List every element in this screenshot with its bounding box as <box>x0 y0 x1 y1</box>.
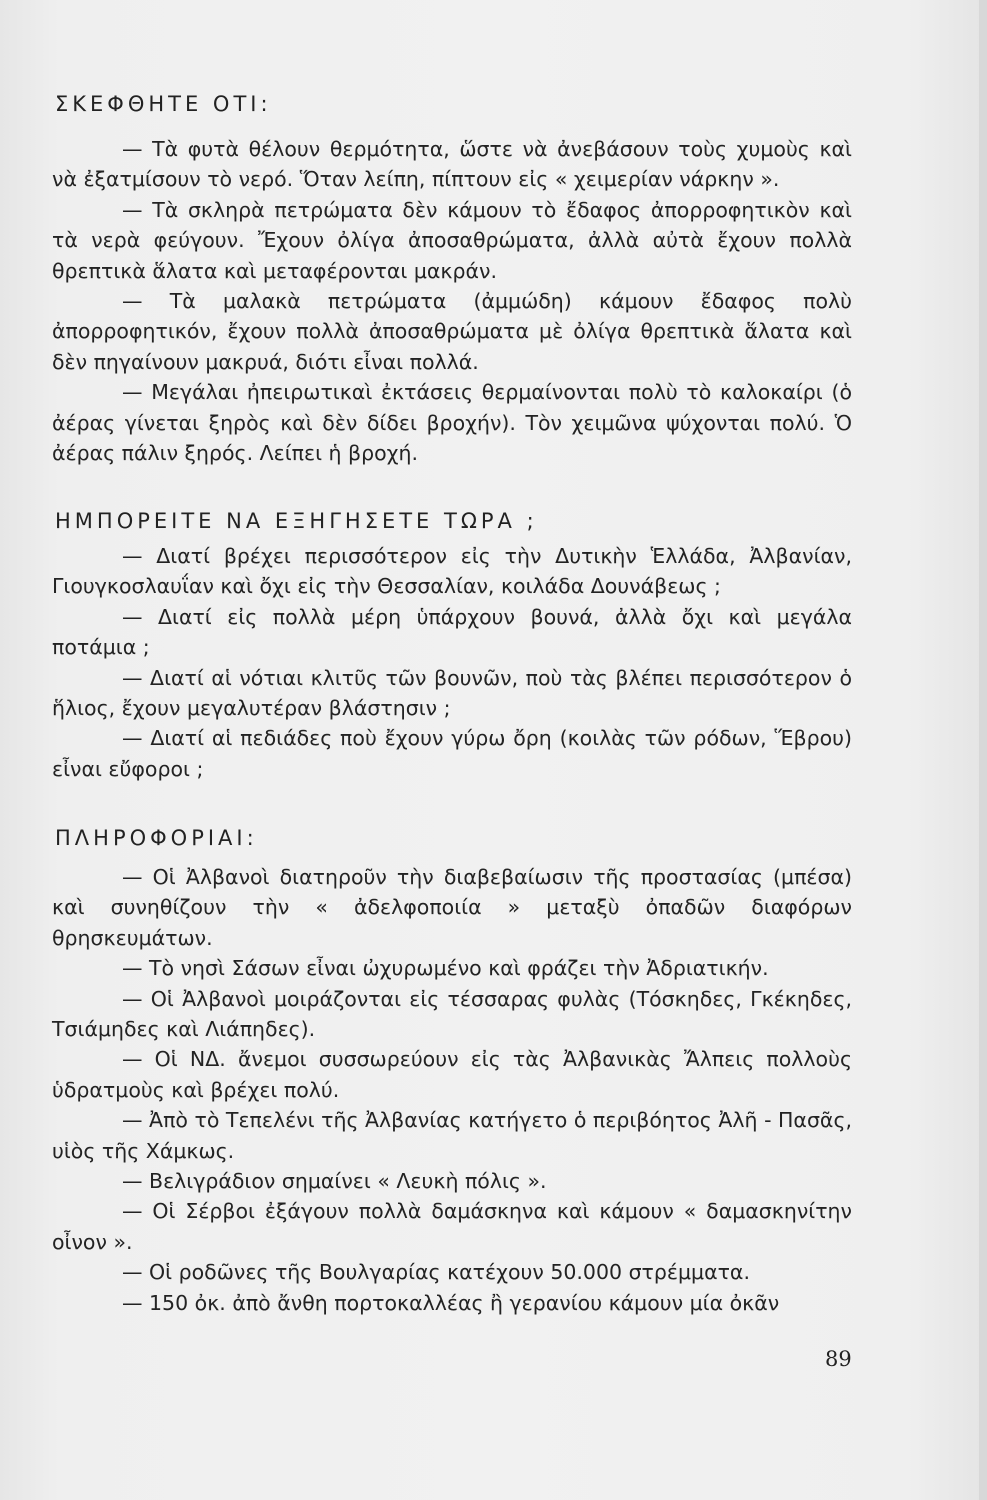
paragraph: — Τὰ σκληρὰ πετρώματα δὲν κάμουν τὸ ἔδαφος ἀπορροφητικὸν καὶ τὰ νερὰ φεύγουν. Ἔχουν ὀλίγα ἀποσαθρώματα, ἀλλὰ αὐτὰ ἔχουν πολλὰ θρεπτικὰ ἅλατα καὶ μεταφέρονται μακράν. <box>52 197 852 283</box>
paragraph: — Διατί αἱ πεδιάδες ποὺ ἔχουν γύρω ὄρη (κοιλὰς τῶν ρόδων, Ἕβρου) εἶναι εὔφοροι ; <box>52 726 852 781</box>
paragraph: — Μεγάλαι ἠπειρωτικαὶ ἐκτάσεις θερμαίνονται πολὺ τὸ καλοκαίρι (ὁ ἀέρας γίνεται ξηρὸς καὶ δὲν δίδει βροχήν). Τὸν χειμῶνα ψύχονται πολύ. Ὁ ἀέρας πάλιν ξηρός. Λείπει ἡ βροχή. <box>52 380 852 466</box>
paragraph: — Διατί βρέχει περισσότερον εἰς τὴν Δυτικὴν Ἑλλάδα, Ἀλβανίαν, Γιουγκοσλαυΐαν καὶ ὄχι εἰς τὴν Θεσσαλίαν, κοιλάδα Δουνάβεως ; <box>52 544 852 599</box>
section-think-that-body <box>52 134 852 468</box>
paragraph: — Ἀπὸ τὸ Τεπελένι τῆς Ἀλβανίας κατήγετο ὁ περιβόητος Ἀλῆ - Πασᾶς, υἱὸς τῆς Χάμκως. <box>52 1108 852 1163</box>
paragraph: — Οἱ ροδῶνες τῆς Βουλγαρίας κατέχουν 50.000 στρέμματα. <box>122 1260 750 1285</box>
paragraph: — Τὰ φυτὰ θέλουν θερμότητα, ὥστε νὰ ἀνεβάσουν τοὺς χυμοὺς καὶ νὰ ἐξατμίσουν τὸ νερό. Ὅταν λείπη, πίπτουν εἰς « χειμερίαν νάρκην ». <box>52 137 852 192</box>
heading-can-you-explain: ΗΜΠΟΡΕΙΤΕ ΝΑ ΕΞΗΓΗΣΕΤΕ ΤΩΡΑ ; <box>55 509 538 533</box>
paragraph: — Οἱ Ἀλβανοὶ διατηροῦν τὴν διαβεβαίωσιν τῆς προστασίας (μπέσα) καὶ συνηθίζουν τὴν « ἀδελφοποιία » μεταξὺ ὀπαδῶν διαφόρων θρησκευμάτων. <box>52 865 852 950</box>
paragraph: — Τὸ νησὶ Σάσων εἶναι ὠχυρωμένο καὶ φράζει τὴν Ἀδριατικήν. <box>122 956 769 981</box>
section-can-you-explain-body <box>52 541 852 784</box>
paragraph: — Διατί αἱ νότιαι κλιτῦς τῶν βουνῶν, ποὺ τὰς βλέπει περισσότερον ὁ ἥλιος, ἔχουν μεγαλυτέραν βλάστησιν ; <box>52 665 852 721</box>
paragraph: — 150 ὀκ. ἀπὸ ἄνθη πορτοκαλλέας ἢ γερανίου κάμουν μία ὀκᾶν <box>122 1290 780 1315</box>
paragraph: — Οἱ Ἀλβανοὶ μοιράζονται εἰς τέσσαρας φυλὰς (Τόσκηδες, Γκέκηδες, Τσιάμηδες καὶ Λιάπηδες). <box>52 986 852 1042</box>
paragraph: — Διατί εἰς πολλὰ μέρη ὑπάρχουν βουνά, ἀλλὰ ὄχι καὶ μεγάλα ποτάμια ; <box>52 604 852 660</box>
heading-think-that: ΣΚΕΦΘΗΤΕ ΟΤΙ: <box>55 92 272 116</box>
page-edge-shadow <box>979 0 987 1500</box>
section-information-body <box>52 862 852 1318</box>
paragraph: — Οἱ Σέρβοι ἐξάγουν πολλὰ δαμάσκηνα καὶ κάμουν « δαμασκηνίτην οἶνον ». <box>52 1199 852 1254</box>
paragraph: — Βελιγράδιον σημαίνει « Λευκὴ πόλις ». <box>122 1169 547 1194</box>
paragraph: — Τὰ μαλακὰ πετρώματα (ἀμμώδη) κάμουν ἔδαφος πολὺ ἀπορροφητικόν, ἔχουν πολλὰ ἀποσαθρώματα μὲ ὀλίγα θρεπτικὰ ἅλατα καὶ δὲν πηγαίνουν μακρυά, διότι εἶναι πολλά. <box>52 289 852 374</box>
page-number: 89 <box>825 1347 852 1371</box>
heading-information: ΠΛΗΡΟΦΟΡΙΑΙ: <box>55 826 258 850</box>
paragraph: — Οἱ ΝΔ. ἄνεμοι συσσωρεύουν εἰς τὰς Ἀλβανικὰς Ἄλπεις πολλοὺς ὑδρατμοὺς καὶ βρέχει πολύ. <box>52 1047 852 1102</box>
